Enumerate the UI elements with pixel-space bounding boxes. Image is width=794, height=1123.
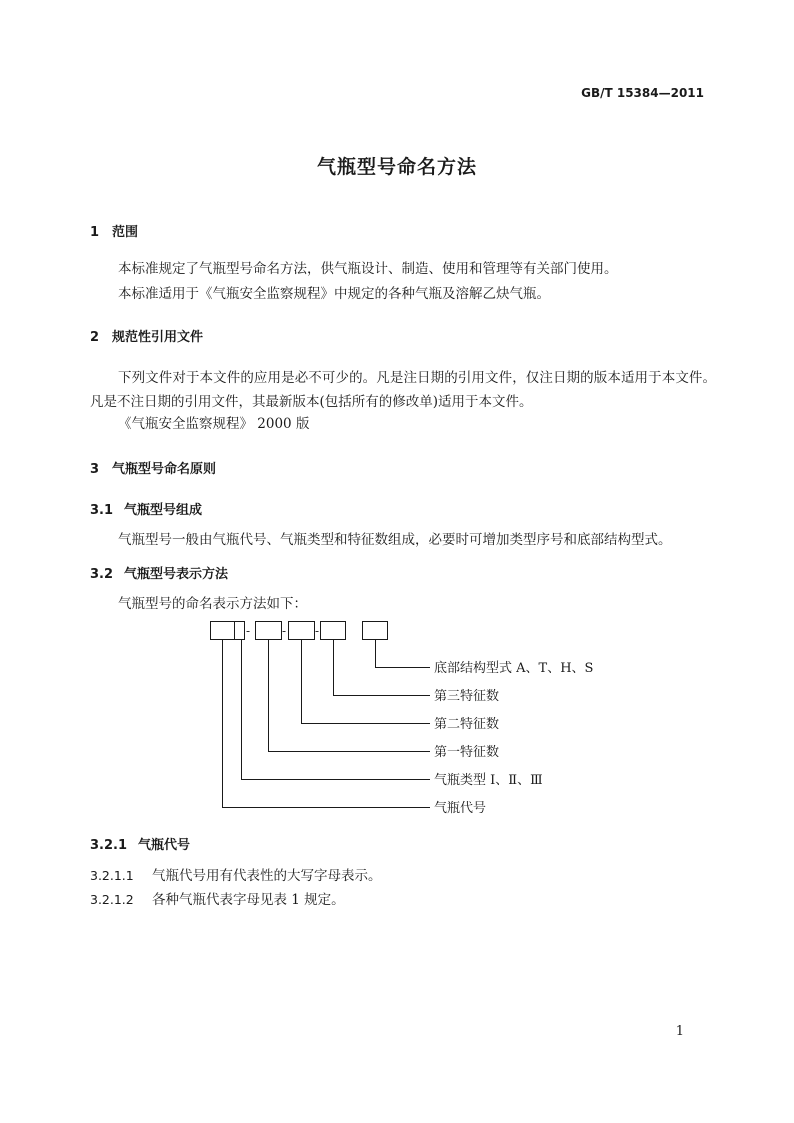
label-bottom-structure: 底部结构型式 A、T、H、S: [434, 661, 594, 676]
code-box: [211, 622, 235, 640]
type-box: [235, 622, 245, 640]
first-feature-box: [256, 622, 282, 640]
section-3-2-1-heading: [90, 834, 190, 853]
leader-line-second-feature: [302, 640, 431, 724]
label-cylinder-code: 气瓶代号: [434, 801, 487, 816]
paragraph: 气瓶型号一般由气瓶代号、气瓶类型和特征数组成，必要时可增加类型序号和底部结构型式。: [118, 532, 672, 548]
paragraph: 本标准规定了气瓶型号命名方法，供气瓶设计、制造、使用和管理等有关部门使用。: [118, 261, 618, 277]
clause-number: 3.2.1.2: [90, 892, 134, 907]
section-title: 气瓶型号组成: [124, 503, 203, 518]
leader-line-type: [242, 640, 431, 780]
clause-3-2-1-2: [90, 888, 345, 908]
page-number: 1: [675, 1024, 684, 1039]
standard-code: GB/T 15384—2011: [581, 86, 704, 100]
reference-item: 《气瓶安全监察规程》 2000 版: [118, 416, 310, 432]
label-third-feature: 第三特征数: [434, 689, 500, 704]
label-second-feature: 第二特征数: [434, 717, 500, 732]
section-number: 1: [90, 225, 100, 240]
section-number: 3.2: [90, 567, 114, 582]
leader-line-bottom-structure: [376, 640, 431, 668]
section-title: 气瓶型号表示方法: [124, 567, 229, 582]
dash-separator: -: [246, 624, 251, 638]
dash-separator: -: [315, 624, 320, 638]
section-title: 规范性引用文件: [112, 330, 204, 345]
section-title: 气瓶型号命名原则: [112, 462, 217, 477]
label-cylinder-type: 气瓶类型 Ⅰ、Ⅱ、Ⅲ: [434, 773, 543, 788]
section-number: 2: [90, 330, 100, 345]
section-title: 范围: [112, 225, 139, 240]
section-number: 3: [90, 462, 100, 477]
section-number: 3.2.1: [90, 838, 128, 853]
clause-number: 3.2.1.1: [90, 868, 134, 883]
clause-text: 各种气瓶代表字母见表 1 规定。: [152, 892, 345, 908]
paragraph: 下列文件对于本文件的应用是必不可少的。凡是注日期的引用文件，仅注日期的版本适用于本文件。凡是不注日期的引用文件，其最新版本(包括所有的修改单)适用于本文件。: [90, 370, 716, 410]
clause-3-2-1-1: [90, 864, 382, 884]
paragraph: 气瓶型号的命名表示方法如下：: [118, 596, 307, 612]
dash-separator: -: [282, 624, 287, 638]
section-title: 气瓶代号: [138, 838, 191, 853]
third-feature-box: [321, 622, 346, 640]
page-title: 气瓶型号命名方法: [316, 156, 477, 178]
second-feature-box: [289, 622, 315, 640]
label-first-feature: 第一特征数: [434, 745, 500, 760]
bottom-structure-box: [363, 622, 388, 640]
clause-text: 气瓶代号用有代表性的大写字母表示。: [152, 868, 382, 884]
paragraph: 本标准适用于《气瓶安全监察规程》中规定的各种气瓶及溶解乙炔气瓶。: [118, 286, 550, 302]
section-number: 3.1: [90, 503, 114, 518]
